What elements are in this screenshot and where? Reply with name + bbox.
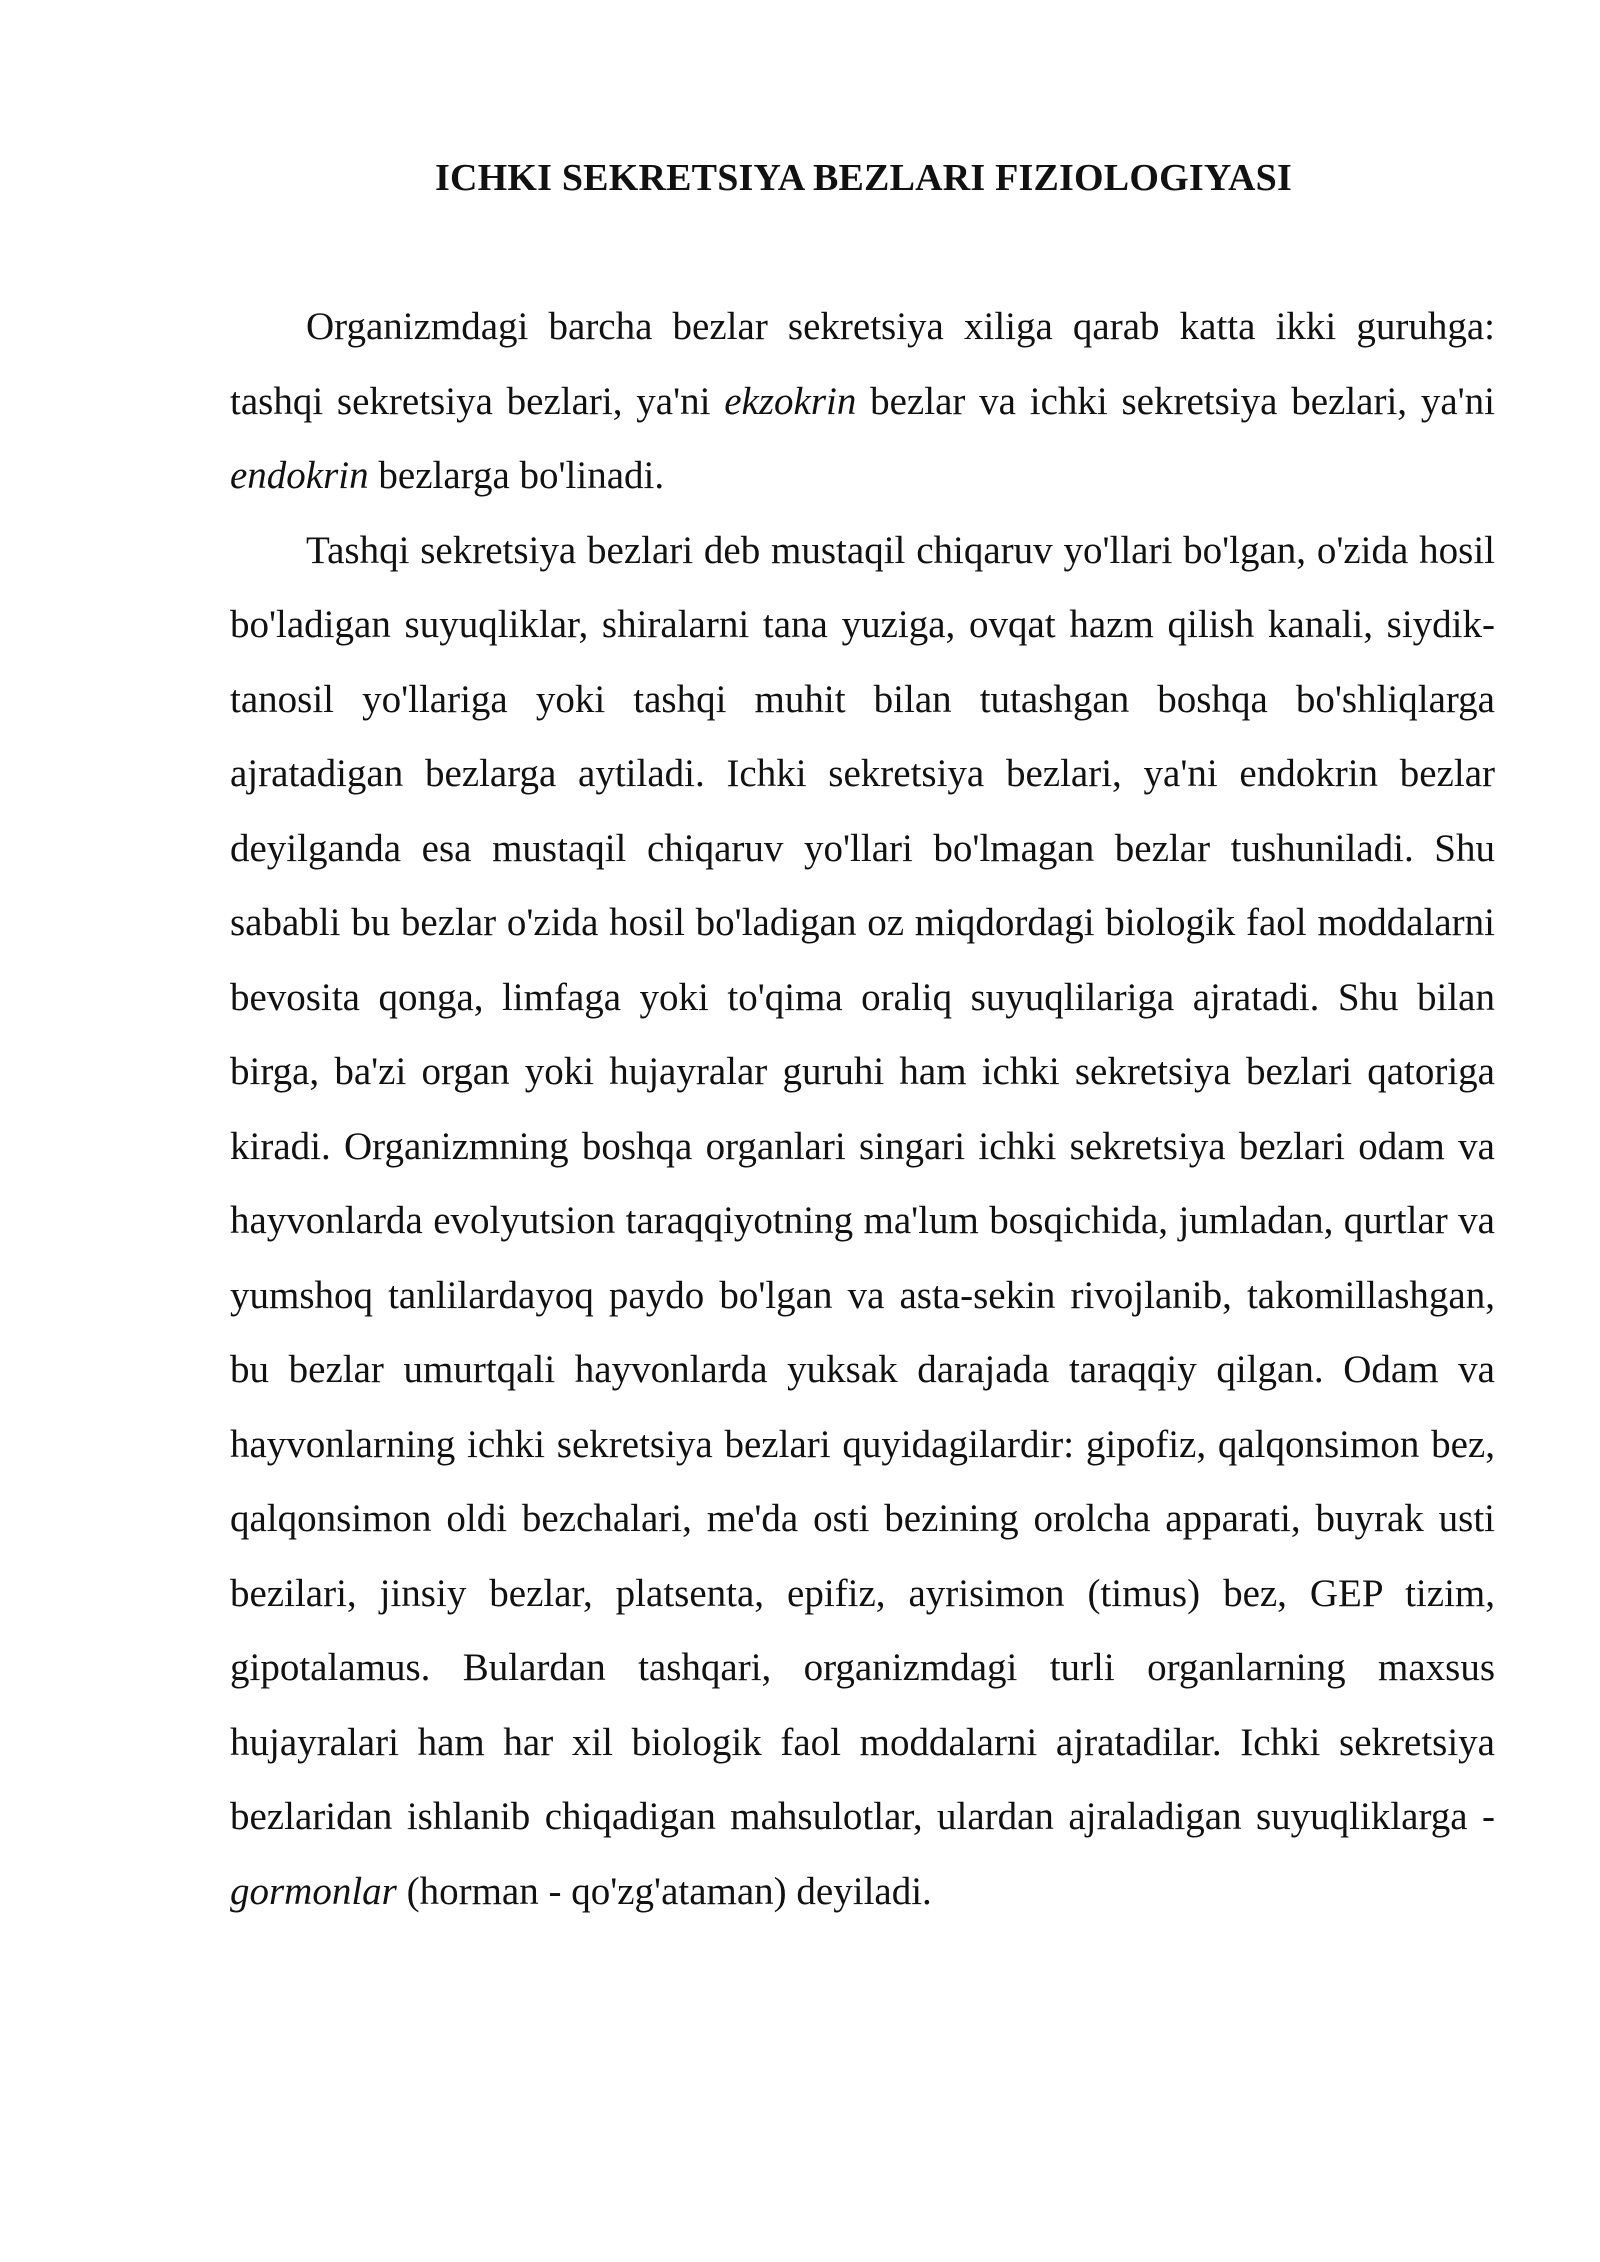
paragraph-intro-text-2: bezlar va ichki sekretsiya bezlari, ya'ni bbox=[856, 379, 1495, 423]
paragraph-main bbox=[230, 514, 1495, 1930]
document-body bbox=[230, 290, 1495, 1929]
paragraph-main-text-1: Tashqi sekretsiya bezlari deb mustaqil chiqaruv yo'llari bo'lgan, o'zida hosil bo'ladigan suyuqliklar, shiralarni tana yuziga, ovqat hazm qilish kanali, siydik-tanosil yo'llariga yoki tashqi muhit bilan tutashgan boshqa bo'shliqlarga ajratadigan bezlarga aytiladi. Ichki sekretsiya bezlari, ya'ni endokrin bezlar deyilganda esa mustaqil chiqaruv yo'llari bo'lmagan bezlar tushuniladi. Shu sababli bu bezlar o'zida hosil bo'ladigan oz miqdordagi biologik faol moddalarni bevosita qonga, limfaga yoki to'qima oraliq suyuqlilariga ajratadi. Shu bilan birga, ba'zi organ yoki hujayralar guruhi ham ichki sekretsiya bezlari qatoriga kiradi. Organizmning boshqa organlari singari ichki sekretsiya bezlari odam va hayvonlarda evolyutsion taraqqiyotning ma'lum bosqichida, jumladan, qurtlar va yumshoq tanlilardayoq paydo bo'lgan va asta-sekin rivojlanib, takomillashgan, bu bezlar umurtqali hayvonlarda yuksak darajada taraqqiy qilgan. Odam va hayvonlarning ichki sekretsiya bezlari quyidagilardir: gipofiz, qalqonsimon bez, qalqonsimon oldi bezchalari, me'da osti bezining orolcha apparati, buyrak usti bezilari, jinsiy bezlar, platsenta, epifiz, ayrisimon (timus) bez, GEP tizim, gipotalamus. Bulardan tashqari, organizmdagi turli organlarning maxsus hujayralari ham har xil biologik faol moddalarni ajratadilar. Ichki sekretsiya bezlaridan ishlanib chiqadigan mahsulotlar, ulardan ajraladigan suyuqliklarga - bbox=[230, 528, 1495, 1838]
paragraph-intro-text-3: bezlarga bo'linadi. bbox=[368, 454, 665, 497]
term-ekzokrin: ekzokrin bbox=[724, 379, 857, 423]
document-title: ICHKI SEKRETSIYA BEZLARI FIZIOLOGIYASI bbox=[435, 157, 1292, 199]
paragraph-main-text-2: (horman - qo'zg'ataman) deyiladi. bbox=[396, 1869, 932, 1913]
term-gormonlar: gormonlar bbox=[230, 1869, 397, 1913]
term-endokrin: endokrin bbox=[230, 454, 369, 497]
paragraph-intro-text-1: Organizmdagi barcha bezlar sekretsiya xiliga qarab katta ikki guruhga: tashqi sekretsiya bezlari, ya'ni bbox=[230, 305, 1495, 423]
paragraph-intro bbox=[230, 290, 1495, 514]
